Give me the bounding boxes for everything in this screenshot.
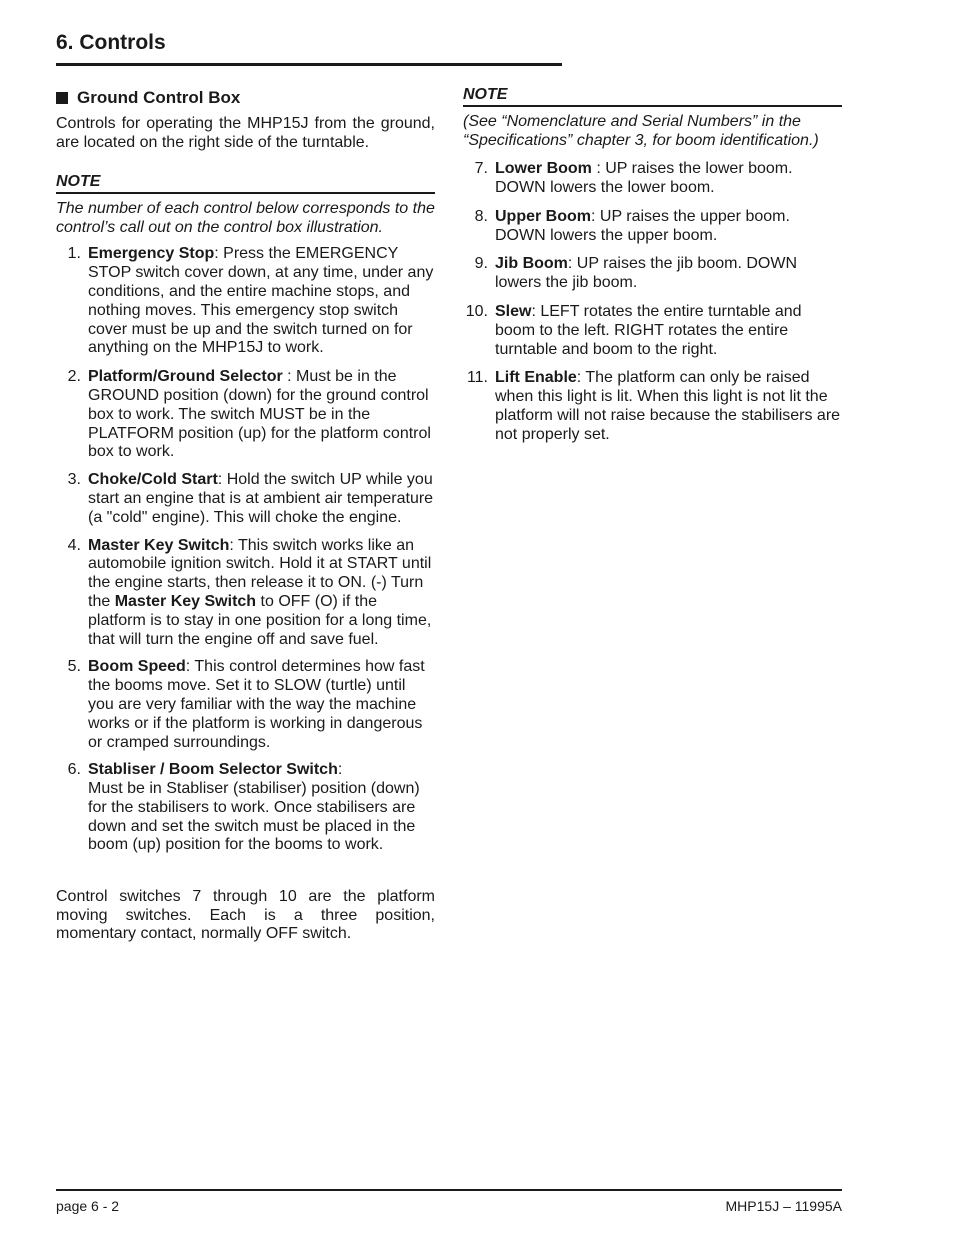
item-number: 11. — [466, 369, 488, 387]
item-title: Emergency Stop — [88, 245, 215, 263]
item-text: : Must be in the GROUND position (down) for the ground control box to work. The switch MUST be in the PLATFORM position (up) for the platform control box to work. — [88, 368, 431, 461]
document-id: MHP15J – 11995A — [725, 1198, 842, 1214]
item-text: Must be in Stabliser (stabiliser) position (down) for the stabilisers to work. Once stabilisers are down and set the switch must be placed in the boom (up) position for the booms to work. — [88, 780, 420, 854]
list-item — [56, 368, 435, 462]
item-text: : Press the EMERGENCY STOP switch cover down, at any time, under any conditions, and the entire machine stops, and nothing moves. This emergency stop switch cover must be up and the switch turned on for anything on the MHP15J to work. — [88, 245, 434, 357]
chapter-rule — [56, 63, 562, 66]
list-item — [463, 208, 842, 246]
item-text: to OFF (O) if the platform is to stay in one position for a long time, that will turn the engine off and save fuel. — [88, 592, 432, 648]
item-text: : UP raises the lower boom. DOWN lowers the lower boom. — [495, 160, 793, 196]
list-item — [56, 245, 435, 358]
note-text: The number of each control below corresponds to the control’s call out on the control box illustration. — [56, 200, 435, 236]
item-text: : This control determines how fast the booms move. Set it to SLOW (turtle) until you are very familiar with the way the machine works or if the platform is working in dangerous or cramped surroundings. — [88, 658, 425, 751]
section-heading-text: Ground Control Box — [77, 88, 241, 107]
note-block-left — [56, 173, 435, 237]
item-title: Master Key Switch — [114, 592, 257, 610]
item-title: Upper Boom — [495, 207, 591, 225]
item-text: : Hold the switch UP while you start an engine that is at ambient air temperature (a "cold" engine). This will choke the engine. — [88, 471, 434, 526]
page-number: page 6 - 2 — [56, 1198, 120, 1214]
item-number: 8. — [474, 207, 488, 225]
item-title: Stabliser / Boom Selector Switch — [88, 761, 338, 779]
item-title: Choke/Cold Start — [88, 471, 218, 489]
list-item — [463, 255, 842, 293]
footer-rule — [56, 1189, 842, 1191]
item-text: : — [337, 761, 343, 779]
list-item — [463, 160, 842, 198]
item-number: 7. — [474, 160, 488, 178]
controls-list-right — [463, 160, 842, 444]
list-item — [56, 761, 435, 855]
list-item — [56, 471, 435, 527]
item-number: 6. — [67, 761, 81, 779]
item-title: Master Key Switch — [88, 536, 230, 554]
item-number: 1. — [67, 245, 81, 263]
item-text: : The platform can only be raised when this light is lit. When this light is not lit the platform will not raise because the stabilisers are not properly set. — [495, 369, 841, 443]
list-item — [56, 537, 435, 650]
note-label: NOTE — [56, 173, 435, 194]
controls-list-left — [56, 245, 435, 855]
list-item — [463, 369, 842, 444]
item-number: 5. — [67, 658, 81, 676]
list-item — [463, 303, 842, 359]
square-bullet-icon — [56, 92, 68, 104]
item-number: 3. — [67, 471, 81, 489]
item-title: Boom Speed — [88, 658, 186, 676]
item-title: Slew — [495, 302, 532, 320]
item-number: 10. — [465, 302, 488, 320]
item-text: : This switch works like an automobile ignition switch. Hold it at START until the engine starts, then release it to ON. (-) Turn the — [88, 536, 432, 610]
item-text: : UP raises the jib boom. DOWN lowers the jib boom. — [495, 255, 797, 292]
item-title: Lower Boom — [495, 160, 592, 178]
right-column — [463, 86, 842, 445]
item-title: Jib Boom — [495, 255, 568, 273]
closing-paragraph: Control switches 7 through 10 are the platform moving switches. Each is a three position, momentary contact, normally OFF switch. — [56, 888, 435, 943]
left-column — [56, 86, 435, 944]
item-number: 9. — [474, 255, 488, 273]
item-text: : LEFT rotates the entire turntable and boom to the left. RIGHT rotates the entire turntable and boom to the right. — [495, 302, 802, 358]
list-item — [56, 658, 435, 752]
item-number: 2. — [67, 368, 81, 386]
item-text: : UP raises the upper boom. DOWN lowers the upper boom. — [495, 207, 790, 244]
section-heading — [56, 88, 435, 108]
note-text: (See “Nomenclature and Serial Numbers” in the “Specifications” chapter 3, for boom identification.) — [463, 113, 819, 149]
chapter-title: 6. Controls — [56, 31, 166, 54]
note-label: NOTE — [463, 86, 842, 107]
item-number: 4. — [67, 536, 81, 554]
note-block-right — [463, 86, 842, 150]
intro-paragraph: Controls for operating the MHP15J from the ground, are located on the right side of the turntable. — [56, 115, 435, 151]
item-title: Platform/Ground Selector — [88, 368, 283, 386]
item-title: Lift Enable — [495, 369, 577, 387]
